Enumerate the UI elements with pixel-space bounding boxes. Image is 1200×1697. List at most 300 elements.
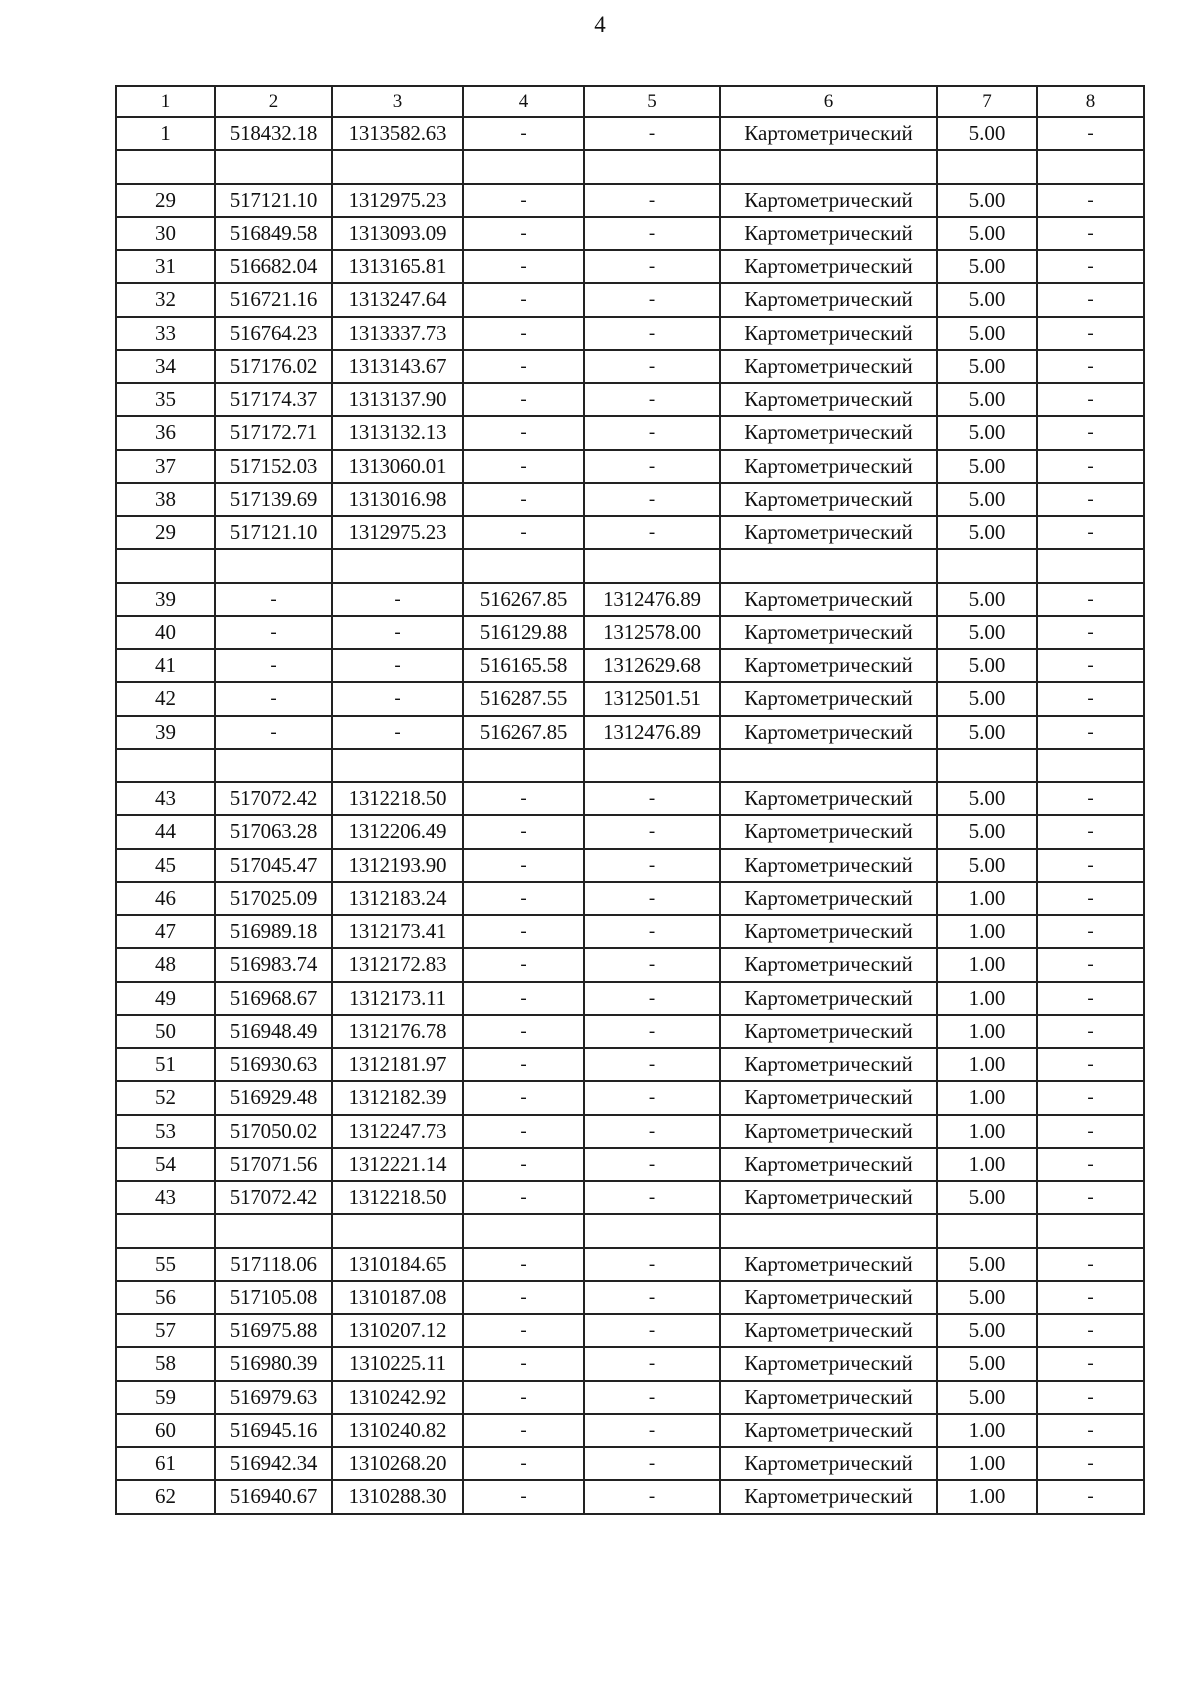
cell-x-coord-alt: - [463, 1447, 584, 1480]
table-row [116, 1281, 1144, 1314]
cell-x-coord [215, 749, 332, 782]
cell-method: Картометрический [720, 1381, 937, 1414]
cell-point-number: 29 [116, 516, 215, 549]
cell-note: - [1037, 1015, 1144, 1048]
cell-x-coord-alt: - [463, 1115, 584, 1148]
cell-method: Картометрический [720, 1414, 937, 1447]
cell-x-coord-alt: - [463, 1347, 584, 1380]
cell-y-coord-alt: - [584, 1347, 720, 1380]
cell-note: - [1037, 782, 1144, 815]
cell-note [1037, 549, 1144, 582]
cell-x-coord-alt [463, 1214, 584, 1247]
coordinates-table [115, 85, 1145, 1515]
cell-y-coord-alt: - [584, 915, 720, 948]
cell-accuracy: 5.00 [937, 516, 1037, 549]
cell-accuracy: 1.00 [937, 1414, 1037, 1447]
cell-y-coord-alt: 1312578.00 [584, 616, 720, 649]
table-row [116, 516, 1144, 549]
cell-method: Картометрический [720, 383, 937, 416]
cell-method: Картометрический [720, 915, 937, 948]
column-header-1: 1 [116, 86, 215, 117]
cell-note: - [1037, 682, 1144, 715]
cell-accuracy: 5.00 [937, 849, 1037, 882]
cell-y-coord: 1310207.12 [332, 1314, 463, 1347]
cell-note: - [1037, 982, 1144, 1015]
cell-accuracy: 5.00 [937, 416, 1037, 449]
table-row [116, 184, 1144, 217]
cell-point-number: 59 [116, 1381, 215, 1414]
cell-y-coord: 1312218.50 [332, 782, 463, 815]
cell-x-coord: 517121.10 [215, 516, 332, 549]
cell-x-coord: - [215, 682, 332, 715]
cell-accuracy: 5.00 [937, 782, 1037, 815]
cell-method: Картометрический [720, 516, 937, 549]
cell-accuracy: 5.00 [937, 1248, 1037, 1281]
cell-note: - [1037, 1148, 1144, 1181]
cell-method: Картометрический [720, 1015, 937, 1048]
cell-point-number: 42 [116, 682, 215, 715]
table-row [116, 1081, 1144, 1114]
cell-point-number: 47 [116, 915, 215, 948]
cell-x-coord-alt [463, 150, 584, 183]
column-header-7: 7 [937, 86, 1037, 117]
cell-note: - [1037, 450, 1144, 483]
table-row [116, 117, 1144, 150]
cell-y-coord: 1313337.73 [332, 317, 463, 350]
cell-accuracy: 5.00 [937, 682, 1037, 715]
cell-x-coord-alt: - [463, 1414, 584, 1447]
cell-accuracy: 1.00 [937, 1148, 1037, 1181]
cell-method: Картометрический [720, 616, 937, 649]
cell-y-coord: 1312172.83 [332, 948, 463, 981]
cell-accuracy: 5.00 [937, 383, 1037, 416]
cell-y-coord-alt: - [584, 1048, 720, 1081]
cell-point-number: 48 [116, 948, 215, 981]
cell-y-coord-alt: - [584, 782, 720, 815]
cell-point-number: 51 [116, 1048, 215, 1081]
cell-x-coord: 516945.16 [215, 1414, 332, 1447]
cell-accuracy: 1.00 [937, 1447, 1037, 1480]
cell-y-coord: 1312183.24 [332, 882, 463, 915]
cell-x-coord-alt: - [463, 915, 584, 948]
cell-y-coord: 1310268.20 [332, 1447, 463, 1480]
cell-accuracy [937, 1214, 1037, 1247]
cell-y-coord-alt: - [584, 217, 720, 250]
table-row [116, 1480, 1144, 1513]
cell-x-coord: 518432.18 [215, 117, 332, 150]
cell-accuracy: 5.00 [937, 815, 1037, 848]
cell-y-coord-alt [584, 150, 720, 183]
cell-note: - [1037, 849, 1144, 882]
cell-accuracy: 5.00 [937, 1181, 1037, 1214]
cell-x-coord: 517063.28 [215, 815, 332, 848]
table-row [116, 616, 1144, 649]
cell-y-coord: 1312176.78 [332, 1015, 463, 1048]
cell-accuracy: 5.00 [937, 583, 1037, 616]
cell-point-number: 58 [116, 1347, 215, 1380]
cell-note: - [1037, 948, 1144, 981]
cell-accuracy: 5.00 [937, 184, 1037, 217]
cell-note: - [1037, 1281, 1144, 1314]
cell-method: Картометрический [720, 849, 937, 882]
cell-note: - [1037, 1248, 1144, 1281]
cell-y-coord-alt: - [584, 849, 720, 882]
cell-note: - [1037, 1414, 1144, 1447]
table-row [116, 483, 1144, 516]
cell-note: - [1037, 416, 1144, 449]
cell-y-coord: 1313093.09 [332, 217, 463, 250]
cell-y-coord: 1313016.98 [332, 483, 463, 516]
cell-method: Картометрический [720, 882, 937, 915]
cell-note: - [1037, 1447, 1144, 1480]
cell-y-coord: 1312975.23 [332, 516, 463, 549]
cell-point-number: 29 [116, 184, 215, 217]
cell-note: - [1037, 483, 1144, 516]
cell-y-coord-alt: - [584, 1314, 720, 1347]
cell-accuracy: 5.00 [937, 483, 1037, 516]
cell-y-coord-alt: - [584, 815, 720, 848]
cell-accuracy: 1.00 [937, 1015, 1037, 1048]
cell-x-coord-alt: - [463, 483, 584, 516]
cell-x-coord-alt: - [463, 782, 584, 815]
table-row [116, 849, 1144, 882]
table-row [116, 682, 1144, 715]
cell-note [1037, 1214, 1144, 1247]
cell-point-number: 53 [116, 1115, 215, 1148]
cell-method: Картометрический [720, 1148, 937, 1181]
cell-y-coord: 1312206.49 [332, 815, 463, 848]
cell-point-number: 44 [116, 815, 215, 848]
table-row [116, 716, 1144, 749]
cell-note: - [1037, 516, 1144, 549]
cell-method: Картометрический [720, 982, 937, 1015]
cell-point-number: 34 [116, 350, 215, 383]
cell-note: - [1037, 317, 1144, 350]
cell-x-coord-alt: - [463, 982, 584, 1015]
cell-x-coord: 516942.34 [215, 1447, 332, 1480]
cell-point-number: 35 [116, 383, 215, 416]
cell-point-number: 60 [116, 1414, 215, 1447]
cell-note: - [1037, 184, 1144, 217]
cell-x-coord-alt: - [463, 1381, 584, 1414]
cell-note: - [1037, 1115, 1144, 1148]
cell-method: Картометрический [720, 716, 937, 749]
cell-x-coord: - [215, 616, 332, 649]
separator-row [116, 749, 1144, 782]
table-row [116, 1347, 1144, 1380]
cell-method: Картометрический [720, 1314, 937, 1347]
cell-x-coord: 517025.09 [215, 882, 332, 915]
cell-note: - [1037, 882, 1144, 915]
table-row [116, 416, 1144, 449]
cell-point-number: 38 [116, 483, 215, 516]
cell-method: Картометрический [720, 350, 937, 383]
cell-x-coord: 517139.69 [215, 483, 332, 516]
cell-y-coord: 1312173.41 [332, 915, 463, 948]
cell-point-number: 56 [116, 1281, 215, 1314]
cell-accuracy: 5.00 [937, 1381, 1037, 1414]
cell-y-coord-alt: - [584, 416, 720, 449]
column-header-6: 6 [720, 86, 937, 117]
cell-method: Картометрический [720, 1081, 937, 1114]
table-row [116, 1048, 1144, 1081]
cell-accuracy: 5.00 [937, 317, 1037, 350]
cell-note: - [1037, 250, 1144, 283]
cell-accuracy: 5.00 [937, 1281, 1037, 1314]
cell-x-coord: 516975.88 [215, 1314, 332, 1347]
cell-accuracy: 5.00 [937, 250, 1037, 283]
table-row [116, 915, 1144, 948]
cell-x-coord-alt: - [463, 1081, 584, 1114]
cell-note: - [1037, 649, 1144, 682]
table-row [116, 982, 1144, 1015]
cell-point-number: 30 [116, 217, 215, 250]
cell-y-coord-alt: 1312476.89 [584, 583, 720, 616]
cell-note: - [1037, 1081, 1144, 1114]
cell-method [720, 1214, 937, 1247]
separator-row [116, 150, 1144, 183]
cell-y-coord-alt: - [584, 1181, 720, 1214]
cell-y-coord-alt: - [584, 1115, 720, 1148]
cell-x-coord-alt: - [463, 1314, 584, 1347]
cell-note: - [1037, 616, 1144, 649]
cell-y-coord-alt: - [584, 317, 720, 350]
cell-x-coord-alt: - [463, 250, 584, 283]
cell-x-coord: - [215, 583, 332, 616]
cell-point-number: 50 [116, 1015, 215, 1048]
cell-y-coord-alt: - [584, 516, 720, 549]
cell-point-number: 39 [116, 716, 215, 749]
cell-y-coord: 1313582.63 [332, 117, 463, 150]
cell-note: - [1037, 1480, 1144, 1513]
cell-accuracy: 5.00 [937, 217, 1037, 250]
cell-method: Картометрический [720, 1347, 937, 1380]
cell-y-coord: 1312182.39 [332, 1081, 463, 1114]
cell-x-coord-alt: - [463, 849, 584, 882]
cell-x-coord-alt: - [463, 1015, 584, 1048]
cell-y-coord [332, 549, 463, 582]
cell-x-coord: 517121.10 [215, 184, 332, 217]
cell-y-coord: 1312221.14 [332, 1148, 463, 1181]
cell-method: Картометрический [720, 250, 937, 283]
table-row [116, 1414, 1144, 1447]
cell-x-coord: 516682.04 [215, 250, 332, 283]
cell-accuracy: 1.00 [937, 1048, 1037, 1081]
cell-x-coord-alt: - [463, 416, 584, 449]
cell-point-number: 49 [116, 982, 215, 1015]
cell-y-coord [332, 749, 463, 782]
cell-method: Картометрический [720, 583, 937, 616]
table-row [116, 1181, 1144, 1214]
cell-method: Картометрический [720, 649, 937, 682]
cell-y-coord-alt: - [584, 1447, 720, 1480]
table-row [116, 450, 1144, 483]
cell-method: Картометрический [720, 450, 937, 483]
cell-y-coord-alt: - [584, 117, 720, 150]
cell-y-coord-alt: 1312629.68 [584, 649, 720, 682]
cell-point-number: 46 [116, 882, 215, 915]
cell-x-coord: 516929.48 [215, 1081, 332, 1114]
column-header-8: 8 [1037, 86, 1144, 117]
cell-y-coord-alt: - [584, 982, 720, 1015]
cell-y-coord-alt: - [584, 1248, 720, 1281]
cell-accuracy: 1.00 [937, 1081, 1037, 1114]
cell-y-coord: 1313247.64 [332, 283, 463, 316]
cell-x-coord-alt: 516267.85 [463, 583, 584, 616]
cell-y-coord-alt: - [584, 184, 720, 217]
cell-x-coord: 517174.37 [215, 383, 332, 416]
table-row [116, 1381, 1144, 1414]
table-header-row [116, 86, 1144, 117]
cell-point-number [116, 549, 215, 582]
cell-x-coord: 516968.67 [215, 982, 332, 1015]
cell-note: - [1037, 583, 1144, 616]
cell-y-coord-alt: - [584, 1081, 720, 1114]
table-row [116, 383, 1144, 416]
cell-point-number: 32 [116, 283, 215, 316]
cell-y-coord: - [332, 682, 463, 715]
cell-y-coord-alt: 1312501.51 [584, 682, 720, 715]
cell-y-coord-alt [584, 549, 720, 582]
cell-y-coord-alt [584, 1214, 720, 1247]
cell-x-coord: 516940.67 [215, 1480, 332, 1513]
cell-accuracy [937, 749, 1037, 782]
cell-x-coord-alt: - [463, 350, 584, 383]
cell-x-coord-alt: - [463, 383, 584, 416]
cell-y-coord: 1312247.73 [332, 1115, 463, 1148]
cell-y-coord: 1313132.13 [332, 416, 463, 449]
cell-x-coord-alt: 516165.58 [463, 649, 584, 682]
cell-y-coord: 1312181.97 [332, 1048, 463, 1081]
cell-accuracy: 5.00 [937, 616, 1037, 649]
cell-note: - [1037, 915, 1144, 948]
table-row [116, 350, 1144, 383]
cell-note: - [1037, 383, 1144, 416]
cell-point-number: 52 [116, 1081, 215, 1114]
cell-accuracy: 1.00 [937, 982, 1037, 1015]
cell-point-number: 57 [116, 1314, 215, 1347]
cell-method: Картометрический [720, 782, 937, 815]
cell-y-coord-alt: - [584, 350, 720, 383]
cell-x-coord-alt: - [463, 1248, 584, 1281]
cell-y-coord: - [332, 716, 463, 749]
cell-accuracy: 5.00 [937, 350, 1037, 383]
cell-point-number: 43 [116, 1181, 215, 1214]
cell-accuracy: 5.00 [937, 450, 1037, 483]
cell-x-coord: 516930.63 [215, 1048, 332, 1081]
cell-x-coord: 516849.58 [215, 217, 332, 250]
table-row [116, 782, 1144, 815]
cell-x-coord: 517152.03 [215, 450, 332, 483]
cell-note: - [1037, 1181, 1144, 1214]
cell-accuracy: 5.00 [937, 649, 1037, 682]
cell-note: - [1037, 283, 1144, 316]
cell-accuracy [937, 150, 1037, 183]
cell-point-number: 61 [116, 1447, 215, 1480]
cell-note: - [1037, 1381, 1144, 1414]
cell-method: Картометрический [720, 1447, 937, 1480]
cell-x-coord-alt: - [463, 1148, 584, 1181]
cell-x-coord-alt: - [463, 516, 584, 549]
cell-x-coord-alt: - [463, 948, 584, 981]
cell-x-coord: 517045.47 [215, 849, 332, 882]
cell-y-coord: 1312975.23 [332, 184, 463, 217]
cell-note: - [1037, 1347, 1144, 1380]
cell-x-coord-alt: - [463, 815, 584, 848]
cell-y-coord-alt: - [584, 1480, 720, 1513]
cell-y-coord [332, 1214, 463, 1247]
cell-y-coord-alt: - [584, 483, 720, 516]
cell-point-number: 1 [116, 117, 215, 150]
cell-y-coord-alt: - [584, 1015, 720, 1048]
cell-point-number: 37 [116, 450, 215, 483]
cell-y-coord: 1313060.01 [332, 450, 463, 483]
cell-x-coord-alt: - [463, 317, 584, 350]
page-number: 4 [594, 12, 606, 37]
cell-y-coord: - [332, 583, 463, 616]
cell-x-coord: 517071.56 [215, 1148, 332, 1181]
cell-method: Картометрический [720, 283, 937, 316]
cell-note: - [1037, 716, 1144, 749]
cell-note: - [1037, 1314, 1144, 1347]
table-row [116, 1148, 1144, 1181]
table-row [116, 948, 1144, 981]
cell-y-coord: 1310242.92 [332, 1381, 463, 1414]
cell-method: Картометрический [720, 217, 937, 250]
cell-point-number: 62 [116, 1480, 215, 1513]
cell-x-coord-alt: - [463, 117, 584, 150]
cell-accuracy [937, 549, 1037, 582]
cell-x-coord: 516983.74 [215, 948, 332, 981]
cell-y-coord: 1312218.50 [332, 1181, 463, 1214]
cell-accuracy: 1.00 [937, 915, 1037, 948]
cell-x-coord: 517176.02 [215, 350, 332, 383]
cell-x-coord: 516989.18 [215, 915, 332, 948]
cell-point-number: 45 [116, 849, 215, 882]
cell-y-coord: 1312173.11 [332, 982, 463, 1015]
cell-x-coord-alt: - [463, 1281, 584, 1314]
cell-x-coord: 517105.08 [215, 1281, 332, 1314]
table-row [116, 217, 1144, 250]
cell-method: Картометрический [720, 1115, 937, 1148]
table-row [116, 1314, 1144, 1347]
cell-y-coord-alt: 1312476.89 [584, 716, 720, 749]
cell-note: - [1037, 815, 1144, 848]
cell-method: Картометрический [720, 815, 937, 848]
table-row [116, 1015, 1144, 1048]
cell-accuracy: 1.00 [937, 1480, 1037, 1513]
cell-note: - [1037, 217, 1144, 250]
table-row [116, 250, 1144, 283]
cell-point-number: 36 [116, 416, 215, 449]
cell-x-coord-alt [463, 749, 584, 782]
cell-method: Картометрический [720, 1480, 937, 1513]
cell-x-coord: - [215, 649, 332, 682]
cell-accuracy: 5.00 [937, 117, 1037, 150]
table-row [116, 317, 1144, 350]
table-row [116, 649, 1144, 682]
cell-x-coord-alt [463, 549, 584, 582]
cell-y-coord-alt: - [584, 383, 720, 416]
cell-x-coord-alt: 516267.85 [463, 716, 584, 749]
table-row [116, 815, 1144, 848]
cell-y-coord: 1310240.82 [332, 1414, 463, 1447]
cell-method: Картометрический [720, 184, 937, 217]
cell-note: - [1037, 117, 1144, 150]
table-row [116, 882, 1144, 915]
cell-x-coord: 516764.23 [215, 317, 332, 350]
table-row [116, 583, 1144, 616]
